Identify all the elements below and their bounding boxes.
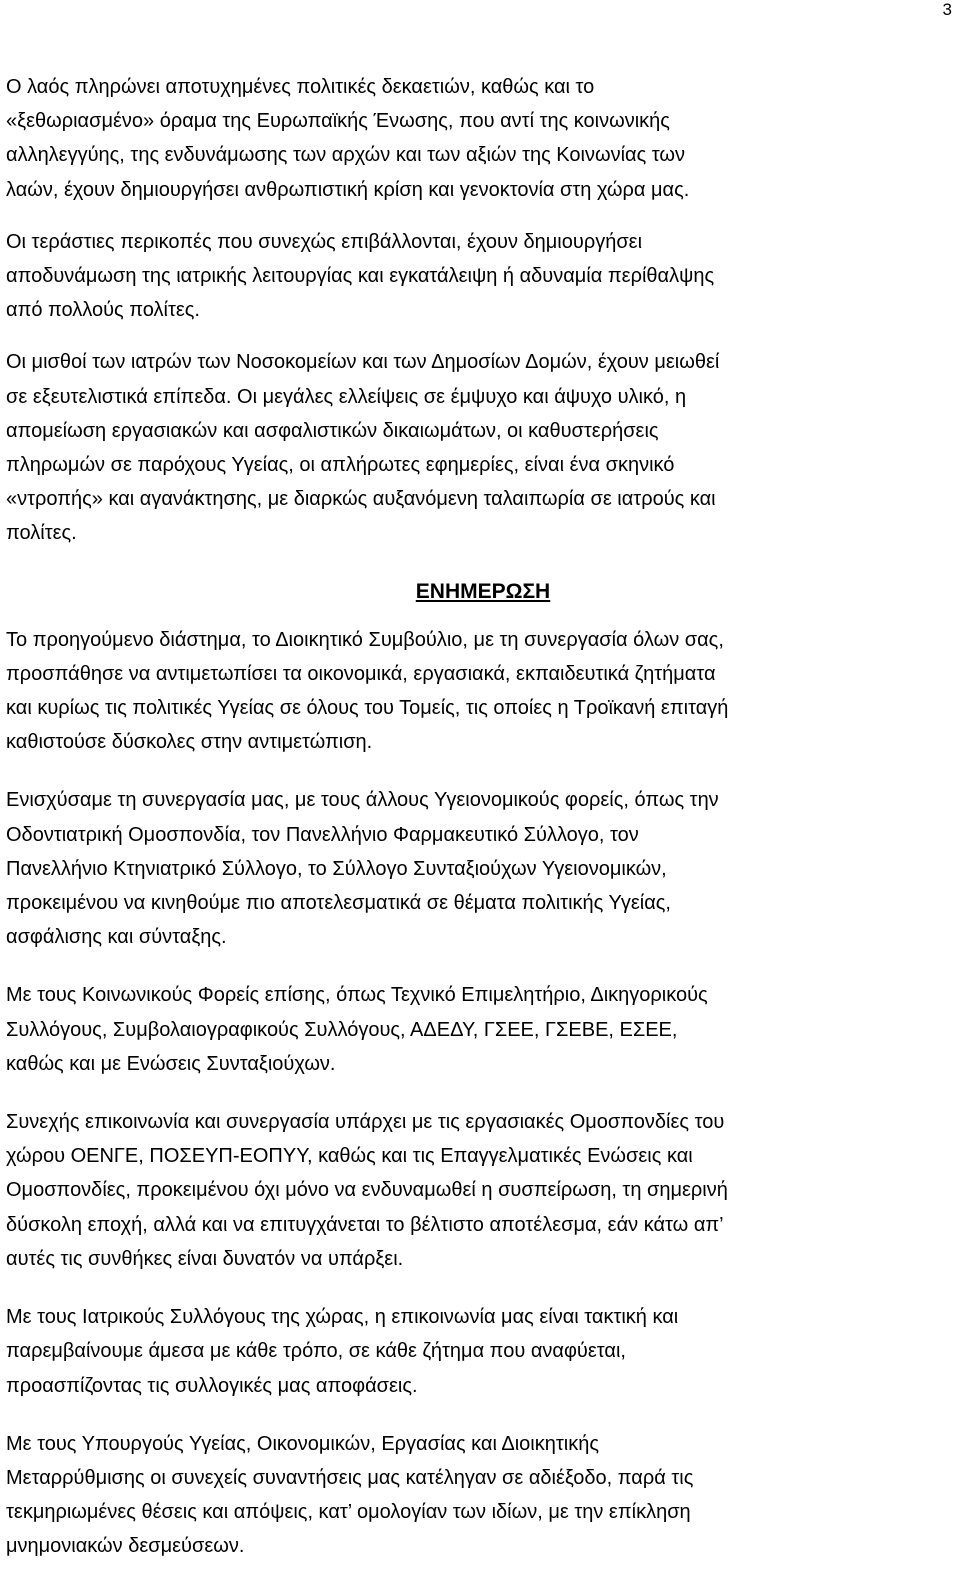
document-body bbox=[6, 70, 950, 1564]
paragraph-1: Ο λαός πληρώνει αποτυχημένες πολιτικές δεκαετιών, καθώς και το «ξεθωριασμένο» όραμα της Ευρωπαϊκής Ένωσης, που αντί της κοινωνικής αλληλεγγύης, της ενδυνάμωσης των αρχών και των αξιών της Κοινωνίας των λαών, έχουν δημιουργήσει ανθρωπιστική κρίση και γενοκτονία στη χώρα μας. bbox=[6, 76, 690, 201]
paragraph-4: Το προηγούμενο διάστημα, το Διοικητικό Συμβούλιο, με τη συνεργασία όλων σας, προσπάθησε να αντιμετωπίσει τα οικονομικά, εργασιακά, εκπαιδευτικά ζητήματα και κυρίως τις πολιτικές Υγείας σε όλους του Τομείς, τις οποίες η Τροϊκανή επιταγή καθιστούσε δύσκολες στην αντιμετώπιση. bbox=[6, 628, 729, 754]
paragraph-7: Συνεχής επικοινωνία και συνεργασία υπάρχει με τις εργασιακές Ομοσπονδίες του χώρου ΟΕΝΓΕ, ΠΟΣΕΥΠ-ΕΟΠΥΥ, καθώς και τις Επαγγελματικές Ενώσεις και Ομοσπονδίες, προκειμένου όχι μόνο να ενδυναμωθεί η συσπείρωση, τη σημερινή δύσκολη εποχή, αλλά και να επιτυγχάνεται το βέλτιστο αποτέλεσμα, εάν κάτω απ’ αυτές τις συνθήκες είναι δυνατόν να υπάρξει. bbox=[6, 1111, 728, 1270]
paragraph-2: Οι τεράστιες περικοπές που συνεχώς επιβάλλονται, έχουν δημιουργήσει αποδυνάμωση της ιατρικής λειτουργίας και εγκατάλειψη ή αδυναμία περίθαλψης από πολλούς πολίτες. bbox=[6, 230, 715, 322]
page-number: 3 bbox=[942, 0, 952, 19]
paragraph-3: Οι μισθοί των ιατρών των Νοσοκομείων και των Δημοσίων Δομών, έχουν μειωθεί σε εξευτελιστικά επίπεδα. Οι μεγάλες ελλείψεις σε έμψυχο και άψυχο υλικό, η απομείωση εργασιακών και ασφαλιστικών δικαιωμάτων, οι καθυστερήσεις πληρωμών σε παρόχους Υγείας, οι απλήρωτες εφημερίες, είναι ένα σκηνικό «ντροπής» και αγανάκτησης, με διαρκώς αυξανόμενη ταλαιπωρία σε ιατρούς και πολίτες. bbox=[6, 351, 720, 545]
section-heading: ΕΝΗΜΕΡΩΣΗ bbox=[415, 579, 551, 603]
paragraph-8: Με τους Ιατρικούς Συλλόγους της χώρας, η επικοινωνία μας είναι τακτική και παρεμβαίνουμε άμεσα με κάθε τρόπο, σε κάθε ζήτημα που αναφύεται, προασπίζοντας τις συλλογικές μας αποφάσεις. bbox=[6, 1306, 679, 1397]
paragraph-9: Με τους Υπουργούς Υγείας, Οικονομικών, Εργασίας και Διοικητικής Μεταρρύθμισης οι συνεχείς συναντήσεις μας κατέληγαν σε αδιέξοδο, παρά τις τεκμηριωμένες θέσεις και απόψεις, κατ’ ομολογίαν των ιδίων, με την επίκληση μνημονιακών δεσμεύσεων. bbox=[6, 1432, 694, 1558]
paragraph-6: Με τους Κοινωνικούς Φορείς επίσης, όπως Τεχνικό Επιμελητήριο, Δικηγορικούς Συλλόγους, Συμβολαιογραφικούς Συλλόγους, ΑΔΕΔΥ, ΓΣΕΕ, ΓΣΕΒΕ, ΕΣΕΕ, καθώς και με Ενώσεις Συνταξιούχων. bbox=[6, 984, 708, 1075]
paragraph-5: Ενισχύσαμε τη συνεργασία μας, με τους άλλους Υγειονομικούς φορείς, όπως την Οδοντιατρική Ομοσπονδία, τον Πανελλήνιο Φαρμακευτικό Σύλλογο, τον Πανελλήνιο Κτηνιατρικό Σύλλογο, το Σύλλογο Συνταξιούχων Υγειονομικών, προκειμένου να κινηθούμε πιο αποτελεσματικά σε θέματα πολιτικής Υγείας, ασφάλισης και σύνταξης. bbox=[6, 789, 719, 949]
